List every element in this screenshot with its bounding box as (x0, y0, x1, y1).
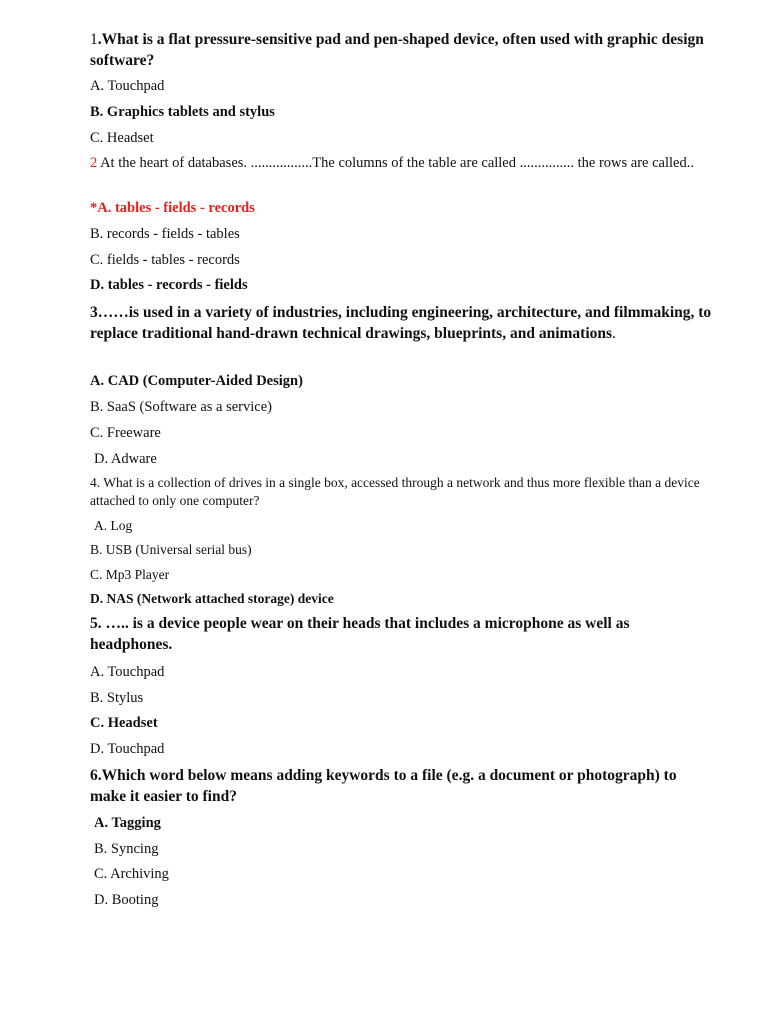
q3-option-a: A. CAD (Computer-Aided Design) (90, 373, 303, 389)
q6-option-c: C. Archiving (94, 866, 169, 882)
q2-option-c: C. fields - tables - records (90, 252, 240, 268)
question-2-text: At the heart of databases. .................The columns of the table are called ............... the rows are called.. (97, 155, 694, 171)
question-1-number: 1 (90, 31, 98, 48)
q5-option-d: D. Touchpad (90, 741, 165, 757)
question-6: 6.Which word below means adding keywords to a file (e.g. a document or photograph) to make it easier to find? (90, 767, 677, 805)
q4-option-a: A. Log (94, 518, 133, 533)
q5-option-c: C. Headset (90, 715, 158, 731)
question-1-text: .What is a flat pressure-sensitive pad and pen-shaped device, often used with graphic design software? (90, 31, 704, 69)
question-1 (90, 29, 715, 71)
q1-option-a: A. Touchpad (90, 78, 165, 94)
q1-option-b: B. Graphics tablets and stylus (90, 104, 275, 120)
q2-option-b: B. records - fields - tables (90, 226, 240, 242)
q2-option-d: D. tables - records - fields (90, 277, 248, 293)
q2-option-a: *A. tables - fields - records (90, 200, 255, 216)
q4-option-b: B. USB (Universal serial bus) (90, 542, 252, 557)
q6-option-d: D. Booting (94, 892, 159, 908)
q6-option-a: A. Tagging (94, 815, 161, 831)
q5-option-a: A. Touchpad (90, 664, 165, 680)
question-2-number: 2 (90, 155, 98, 171)
q6-option-b: B. Syncing (94, 841, 159, 857)
question-3-text: 3……is used in a variety of industries, including engineering, architecture, and filmmaking, to replace traditional hand-drawn technical drawings, blueprints, and animations (90, 304, 712, 342)
question-3 (90, 302, 715, 344)
q3-option-b: B. SaaS (Software as a service) (90, 399, 272, 415)
question-5: 5. ….. is a device people wear on their heads that includes a microphone as well as headphones. (90, 615, 630, 653)
q3-option-d: D. Adware (94, 451, 157, 467)
question-4: 4. What is a collection of drives in a single box, accessed through a network and thus more flexible than a device attached to only one computer? (90, 475, 700, 508)
question-2 (90, 154, 715, 173)
q4-option-d: D. NAS (Network attached storage) device (90, 591, 334, 606)
q5-option-b: B. Stylus (90, 690, 144, 706)
q3-option-c: C. Freeware (90, 425, 161, 441)
q1-option-c: C. Headset (90, 130, 154, 146)
question-3-tail: . (612, 325, 616, 342)
q4-option-c: C. Mp3 Player (90, 567, 170, 582)
